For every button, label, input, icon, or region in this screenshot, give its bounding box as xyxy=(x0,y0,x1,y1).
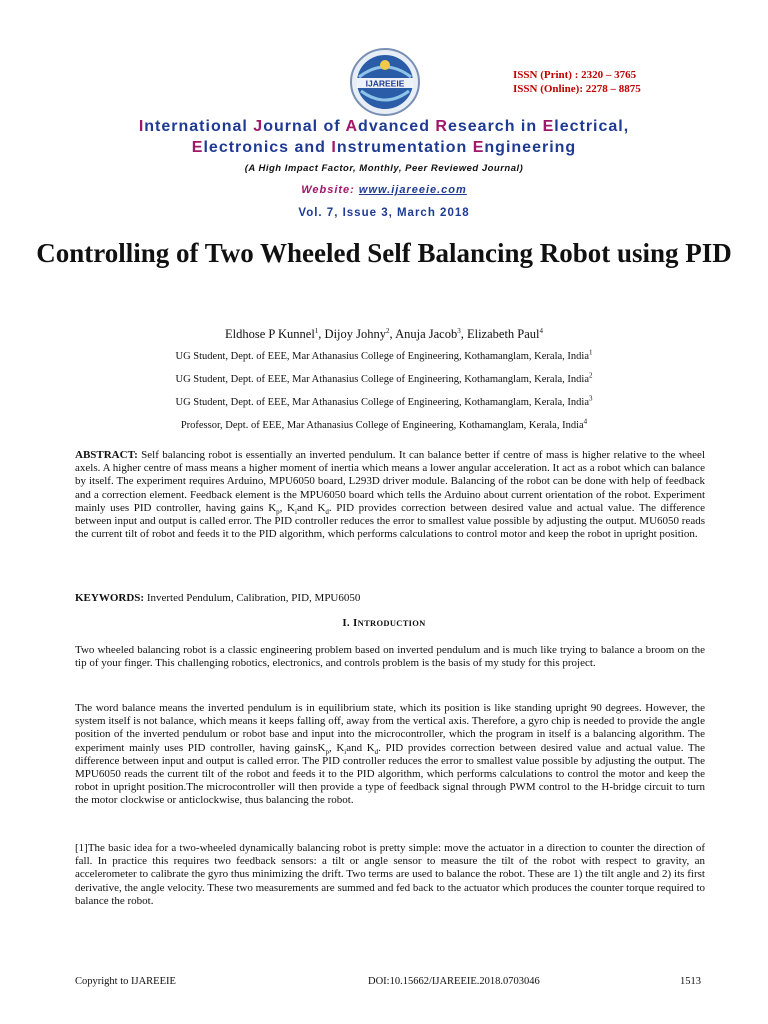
section-heading-introduction: I. INTRODUCTION xyxy=(342,617,426,629)
keywords: KEYWORDS: Inverted Pendulum, Calibration, PID, MPU6050 xyxy=(75,592,361,604)
issn-online: ISSN (Online): 2278 – 8875 xyxy=(513,83,641,95)
keywords-label: KEYWORDS: xyxy=(75,592,145,604)
journal-name-line1: International Journal of Advanced Research in Electrical, xyxy=(138,118,630,135)
footer-doi: DOI:10.15662/IJAREEIE.2018.0703046 xyxy=(368,976,540,987)
issn-print: ISSN (Print) : 2320 – 3765 xyxy=(513,69,637,81)
abstract: ABSTRACT: Self balancing robot is essentially an inverted pendulum. It can balance better if centre of mass is higher relative to the wheel axels. A higher centre of mass means a higher moment of inertia which means a lower angular acceleration. It act as a robot which can balance by itself. The experiment requires Arduino, MPU6050 board, L293D driver module. Balancing of the robot can be done with help of feedback and a correction element. Feedback element is the MPU6050 board which tells the Arduino about current orientation of the robot. Experiment mainly uses PID controller, having gains $K_p$, $K_iand$ $K_d$. PID provides correction between desired value and actual value. The difference between input and output is called error. The PID controller reduces the error to smallest value possible by adjusting the output. MU6050 reads the current tilt of robot and feeds it to the PID algorithm, which performs calculations to control motor and keep the robot in upright position. xyxy=(75,449,706,541)
author: Elizabeth Paul xyxy=(466,327,540,341)
author: Eldhose P Kunnel xyxy=(224,327,315,341)
author: Anuja Jacob xyxy=(395,327,458,341)
affiliation: UG Student, Dept. of EEE, Mar Athanasius College of Engineering, Kothamanglam, Kerala, India$^2$ xyxy=(175,371,593,385)
affiliation: Professor, Dept. of EEE, Mar Athanasius College of Engineering, Kothamanglam, Kerala, India$^4$ xyxy=(180,417,588,431)
author-list: Eldhose P Kunnel$^1$, Dijoy Johny$^2$, Anuja Jacob$^3$, Elizabeth Paul$^4$ xyxy=(224,326,544,341)
website-label: Website: xyxy=(301,184,359,196)
body-paragraph: The word balance means the inverted pendulum is in equilibrium state, which its position is like standing upright 90 degrees. However, the system itself is not balance, which means it keeps falling off, away from the vertical axis. Therefore, a gyro chip is needed to provide the angle position of the inverted pendulum or robot base and input into the microcontroller, which the program in itself is a balancing algorithm. The experiment mainly uses PID controller, having gainsK$_p$, $K_iand$ $K_d$. PID provides correction between desired value and actual value. The difference between input and output is called error. The PID controller reduces the error to smallest value possible by adjusting the output. The MPU6050 reads the current tilt of the robot and feeds it to the PID algorithm, which performs calculations to control the motor and keep the robot in upright position.The microcontroller will then provide a type of feedback signal through PWM control to the H-bridge circuit to turn the motor clockwise or anticlockwise, thus balancing the robot. xyxy=(75,702,705,807)
journal-logo xyxy=(349,47,421,117)
journal-tagline: (A High Impact Factor, Monthly, Peer Reviewed Journal) xyxy=(244,163,524,174)
body-paragraph: [1]The basic idea for a two-wheeled dynamically balancing robot is pretty simple: move the actuator in a direction to counter the direction of fall. In practice this requires two feedback sensors: a tilt or angle sensor to measure the tilt of the robot with respect to gravity, an accelerometer to calibrate the gyro thus minimizing the drift. Two terms are used to balance the robot. These are 1) the tilt angle and 2) its first derivative, the angle velocity. These two measurements are summed and fed back to the actuator which produces the counter torque required to balance the robot. xyxy=(75,842,705,907)
abstract-label: ABSTRACT: xyxy=(75,449,138,461)
logo-text: IJAREEIE xyxy=(365,78,405,89)
issn-block xyxy=(513,68,641,96)
affiliation: UG Student, Dept. of EEE, Mar Athanasius College of Engineering, Kothamanglam, Kerala, India$^1$ xyxy=(175,348,593,362)
journal-website xyxy=(0,184,768,196)
website-link[interactable]: www.ijareeie.com xyxy=(358,184,467,196)
footer-page-number: 1513 xyxy=(680,976,701,987)
journal-name-line2: Electronics and Instrumentation Engineering xyxy=(191,139,577,156)
author: Dijoy Johny xyxy=(324,327,387,341)
affiliation: UG Student, Dept. of EEE, Mar Athanasius College of Engineering, Kothamanglam, Kerala, India$^3$ xyxy=(175,394,593,408)
footer-copyright: Copyright to IJAREEIE xyxy=(75,976,176,987)
body-paragraph: Two wheeled balancing robot is a classic engineering problem based on inverted pendulum and is much like trying to balance a broom on the tip of your finger. This challenging robotics, electronics, and controls problem is the basis of my study for this project. xyxy=(75,644,705,670)
paper-title: Controlling of Two Wheeled Self Balancing Robot using PID xyxy=(36,238,732,268)
journal-volume: Vol. 7, Issue 3, March 2018 xyxy=(298,207,470,219)
